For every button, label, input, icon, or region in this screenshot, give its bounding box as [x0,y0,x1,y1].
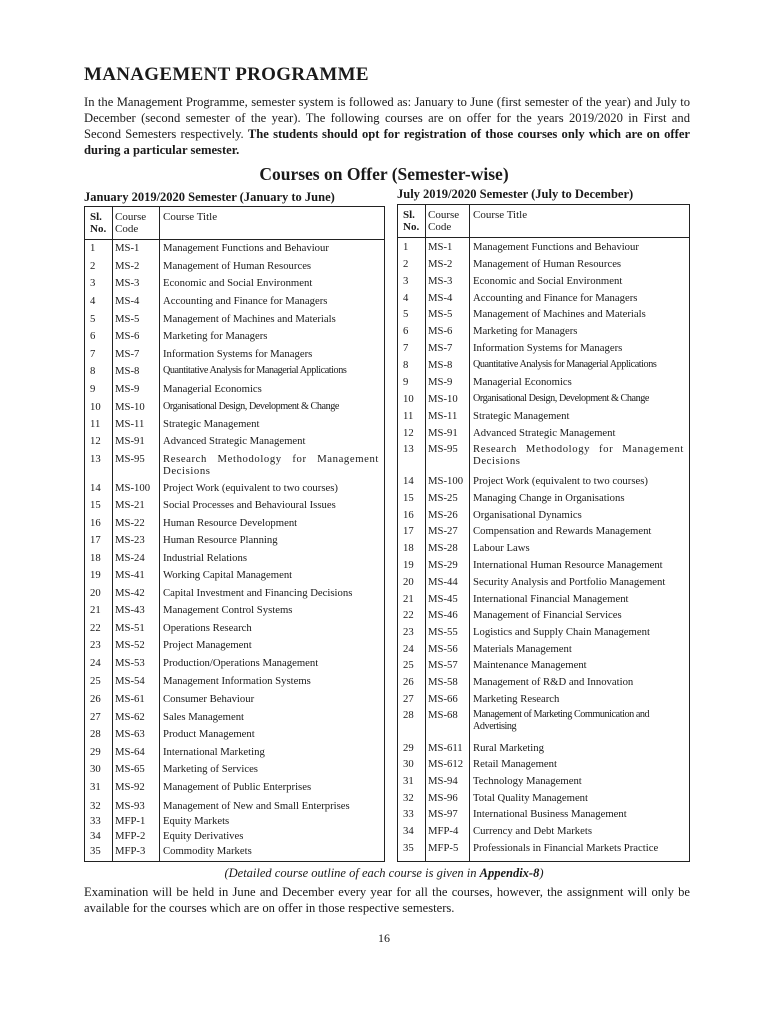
row-sl-no: 13 [90,453,101,465]
row-course-title: Working Capital Management [163,569,293,581]
row-sl-no: 28 [403,709,414,721]
row-course-code: MS-66 [428,693,458,705]
row-course-code: MS-95 [428,443,458,455]
appendix-reference: Appendix-8 [479,866,540,880]
row-sl-no: 2 [90,260,96,272]
header-sl-no: Sl. No. [90,211,107,235]
row-sl-no: 21 [403,593,414,605]
row-course-title: Organisational Design, Development & Change [473,393,649,404]
row-sl-no: 21 [90,604,101,616]
row-sl-no: 1 [403,241,409,253]
column-divider [469,205,470,861]
row-sl-no: 33 [90,815,101,827]
row-course-title: Human Resource Planning [163,534,278,546]
row-course-code: MS-26 [428,509,458,521]
row-course-code: MS-93 [115,800,145,812]
row-course-code: MS-91 [115,435,145,447]
header-divider [85,239,384,240]
row-course-title: Industrial Relations [163,552,248,564]
row-course-code: MS-61 [115,693,145,705]
row-course-title: Professionals in Financial Markets Practice [473,842,659,854]
row-sl-no: 25 [403,659,414,671]
row-course-code: MS-57 [428,659,458,671]
row-sl-no: 32 [90,800,101,812]
row-course-code: MS-2 [115,260,140,272]
row-course-code: MS-68 [428,709,458,721]
row-course-title: Currency and Debt Markets [473,825,593,837]
row-sl-no: 29 [403,742,414,754]
row-sl-no: 22 [403,609,414,621]
row-course-title: Sales Management [163,711,245,723]
row-sl-no: 5 [90,313,96,325]
row-course-code: MS-53 [115,657,145,669]
row-course-title: Equity Derivatives [163,830,244,842]
row-sl-no: 22 [90,622,101,634]
header-sl-no: Sl. No. [403,209,420,233]
row-course-title: Technology Management [473,775,582,787]
row-course-title: Management of Financial Services [473,609,622,621]
row-course-code: MS-2 [428,258,453,270]
row-sl-no: 29 [90,746,101,758]
row-course-title: Total Quality Management [473,792,588,804]
row-sl-no: 4 [90,295,96,307]
row-course-code: MS-54 [115,675,145,687]
row-sl-no: 25 [90,675,101,687]
row-sl-no: 4 [403,292,409,304]
row-course-title: Research Methodology for Management Decisions [473,443,684,467]
row-course-code: MS-3 [115,277,140,289]
row-course-code: MS-43 [115,604,145,616]
row-course-title: Operations Research [163,622,252,634]
row-sl-no: 2 [403,258,409,270]
row-course-code: MS-11 [115,418,145,430]
row-course-title: Social Processes and Behavioural Issues [163,499,336,511]
row-sl-no: 16 [403,509,414,521]
row-course-title: International Business Management [473,808,627,820]
appendix-note-prefix: (Detailed course outline of each course is given in [224,866,480,880]
row-sl-no: 11 [403,410,414,422]
row-course-code: MS-25 [428,492,458,504]
january-semester-title: January 2019/2020 Semester (January to June) [84,190,335,204]
row-course-code: MS-29 [428,559,458,571]
intro-bold-text: The students should opt for registration of those courses only which are on offer during a particular semester. [84,127,690,157]
row-course-code: MS-6 [428,325,453,337]
row-course-code: MS-51 [115,622,145,634]
row-course-title: Security Analysis and Portfolio Management [473,576,666,588]
row-sl-no: 16 [90,517,101,529]
row-sl-no: 23 [403,626,414,638]
row-course-code: MS-45 [428,593,458,605]
row-course-title: Management of New and Small Enterprises [163,800,350,812]
row-course-title: Capital Investment and Financing Decisions [163,587,353,599]
row-course-code: MFP-2 [115,830,146,842]
january-course-table [84,206,385,862]
row-course-title: Management of Marketing Communication and Advertising [473,709,650,732]
row-course-code: MS-42 [115,587,145,599]
column-divider [112,207,113,861]
row-course-code: MFP-1 [115,815,146,827]
row-course-title: Managerial Economics [473,376,572,388]
page-heading: MANAGEMENT PROGRAMME [84,64,369,85]
row-course-title: Management of Human Resources [473,258,622,270]
row-course-code: MS-10 [115,401,145,413]
july-semester-title: July 2019/2020 Semester (July to December) [397,187,634,201]
row-sl-no: 8 [90,365,96,377]
row-course-code: MS-7 [428,342,453,354]
row-sl-no: 24 [403,643,414,655]
header-course-title: Course Title [163,211,218,223]
examination-note: Examination will be held in June and December every year for all the courses, however, the assignment will only be available for the courses which are on offer in those respective semesters. [84,885,690,915]
row-course-title: Logistics and Supply Chain Management [473,626,650,638]
row-course-title: Management of Public Enterprises [163,781,312,793]
row-sl-no: 20 [403,576,414,588]
row-course-code: MS-100 [428,475,464,487]
appendix-note [0,866,768,881]
row-course-title: Retail Management [473,758,557,770]
row-course-title: Human Resource Development [163,517,298,529]
row-course-code: MS-611 [428,742,463,754]
row-course-title: Advanced Strategic Management [473,427,616,439]
row-sl-no: 12 [90,435,101,447]
row-sl-no: 3 [90,277,96,289]
row-sl-no: 15 [90,499,101,511]
row-sl-no: 8 [403,359,409,371]
row-sl-no: 1 [90,242,96,254]
row-course-code: MS-28 [428,542,458,554]
courses-subheading: Courses on Offer (Semester-wise) [259,164,509,184]
row-course-title: Marketing Research [473,693,560,705]
row-sl-no: 10 [90,401,101,413]
row-course-code: MS-9 [115,383,140,395]
row-sl-no: 32 [403,792,414,804]
row-course-title: Compensation and Rewards Management [473,525,652,537]
row-sl-no: 6 [90,330,96,342]
row-course-code: MS-97 [428,808,458,820]
row-course-code: MS-27 [428,525,458,537]
row-sl-no: 12 [403,427,414,439]
row-sl-no: 26 [90,693,101,705]
row-course-code: MS-1 [115,242,140,254]
row-course-title: Consumer Behaviour [163,693,255,705]
row-course-title: Production/Operations Management [163,657,319,669]
row-course-code: MFP-4 [428,825,459,837]
row-course-code: MS-10 [428,393,458,405]
row-sl-no: 14 [90,482,101,494]
row-course-title: Project Work (equivalent to two courses) [473,475,648,487]
header-course-code: Course Code [115,211,147,235]
row-course-code: MS-41 [115,569,145,581]
row-course-code: MS-95 [115,453,145,465]
row-course-code: MS-9 [428,376,453,388]
row-course-code: MS-94 [428,775,458,787]
row-course-title: Marketing for Managers [163,330,268,342]
row-sl-no: 7 [90,348,96,360]
row-course-title: Strategic Management [163,418,260,430]
row-sl-no: 5 [403,308,409,320]
row-course-title: Project Management [163,639,252,651]
row-course-title: Marketing for Managers [473,325,578,337]
row-sl-no: 9 [90,383,96,395]
row-sl-no: 28 [90,728,101,740]
row-course-code: MS-46 [428,609,458,621]
row-course-title: Accounting and Finance for Managers [163,295,328,307]
row-course-code: MS-3 [428,275,453,287]
row-sl-no: 35 [90,845,101,857]
row-course-title: Rural Marketing [473,742,544,754]
row-course-code: MS-44 [428,576,458,588]
row-course-title: Marketing of Services [163,763,258,775]
row-course-title: Product Management [163,728,255,740]
row-course-code: MS-8 [428,359,453,371]
appendix-note-suffix: ) [539,866,544,880]
row-course-title: Equity Markets [163,815,230,827]
row-course-code: MS-5 [428,308,453,320]
row-course-code: MS-64 [115,746,145,758]
row-sl-no: 27 [403,693,414,705]
row-course-title: Information Systems for Managers [473,342,623,354]
row-course-title: Quantitative Analysis for Managerial Applications [473,359,657,370]
row-course-title: Accounting and Finance for Managers [473,292,638,304]
row-sl-no: 30 [90,763,101,775]
row-course-code: MS-4 [428,292,453,304]
row-course-code: MS-21 [115,499,145,511]
row-course-code: MS-5 [115,313,140,325]
row-course-code: MS-55 [428,626,458,638]
july-course-table [397,204,690,862]
header-course-code: Course Code [428,209,460,233]
row-course-code: MS-62 [115,711,145,723]
row-course-title: Materials Management [473,643,572,655]
row-sl-no: 35 [403,842,414,854]
row-course-title: Management of Machines and Materials [163,313,336,325]
intro-paragraph [84,94,690,158]
row-course-code: MS-23 [115,534,145,546]
row-course-code: MS-52 [115,639,145,651]
row-course-code: MS-63 [115,728,145,740]
row-sl-no: 34 [403,825,414,837]
row-course-code: MS-65 [115,763,145,775]
row-sl-no: 17 [90,534,101,546]
row-course-code: MS-8 [115,365,140,377]
row-course-title: Organisational Dynamics [473,509,582,521]
row-course-title: Project Work (equivalent to two courses) [163,482,338,494]
row-course-code: MS-56 [428,643,458,655]
row-course-title: Strategic Management [473,410,570,422]
row-course-title: Managing Change in Organisations [473,492,625,504]
row-course-title: Economic and Social Environment [473,275,623,287]
row-course-code: MS-612 [428,758,464,770]
header-divider [398,237,689,238]
row-course-title: Commodity Markets [163,845,252,857]
row-sl-no: 19 [90,569,101,581]
row-sl-no: 10 [403,393,414,405]
row-course-title: Labour Laws [473,542,530,554]
page-number: 16 [378,931,390,945]
row-sl-no: 7 [403,342,409,354]
row-course-code: MS-1 [428,241,453,253]
row-course-title: Management Control Systems [163,604,293,616]
row-course-title: Management Information Systems [163,675,311,687]
row-course-title: Management of Machines and Materials [473,308,646,320]
row-sl-no: 24 [90,657,101,669]
row-sl-no: 19 [403,559,414,571]
row-course-title: International Marketing [163,746,265,758]
row-course-title: Economic and Social Environment [163,277,313,289]
row-course-title: International Human Resource Management [473,559,663,571]
row-course-code: MS-22 [115,517,145,529]
row-course-title: Managerial Economics [163,383,262,395]
row-sl-no: 15 [403,492,414,504]
row-course-title: Quantitative Analysis for Managerial Applications [163,365,347,376]
row-course-title: Management of Human Resources [163,260,312,272]
row-course-code: MFP-3 [115,845,146,857]
row-sl-no: 14 [403,475,414,487]
row-course-code: MS-4 [115,295,140,307]
row-course-code: MS-96 [428,792,458,804]
row-course-title: Information Systems for Managers [163,348,313,360]
column-divider [425,205,426,861]
row-sl-no: 34 [90,830,101,842]
row-course-title: Management of R&D and Innovation [473,676,634,688]
row-sl-no: 31 [90,781,101,793]
row-sl-no: 9 [403,376,409,388]
intro-text: In the Management Programme, semester system is followed as: January to June (first semester of the year) and July to December (second semester of the year). The following courses are on offer for the years 2019/2020 in First and Second Semesters respectively. [84,95,690,141]
row-sl-no: 20 [90,587,101,599]
row-sl-no: 26 [403,676,414,688]
row-sl-no: 13 [403,443,414,455]
row-course-title: Maintenance Management [473,659,587,671]
row-sl-no: 11 [90,418,101,430]
row-course-code: MS-100 [115,482,151,494]
row-sl-no: 31 [403,775,414,787]
row-course-title: International Financial Management [473,593,629,605]
row-sl-no: 18 [90,552,101,564]
row-course-title: Management Functions and Behaviour [473,241,639,253]
row-sl-no: 3 [403,275,409,287]
row-sl-no: 33 [403,808,414,820]
column-divider [159,207,160,861]
row-sl-no: 18 [403,542,414,554]
row-course-code: MS-58 [428,676,458,688]
row-course-code: MS-24 [115,552,145,564]
row-course-code: MS-91 [428,427,458,439]
row-course-title: Advanced Strategic Management [163,435,306,447]
row-sl-no: 27 [90,711,101,723]
row-sl-no: 17 [403,525,414,537]
row-sl-no: 23 [90,639,101,651]
row-course-title: Organisational Design, Development & Change [163,401,339,412]
row-course-code: MS-7 [115,348,140,360]
row-course-code: MFP-5 [428,842,459,854]
header-course-title: Course Title [473,209,528,221]
row-course-code: MS-92 [115,781,145,793]
row-sl-no: 6 [403,325,409,337]
row-course-code: MS-6 [115,330,140,342]
row-course-title: Management Functions and Behaviour [163,242,329,254]
row-sl-no: 30 [403,758,414,770]
row-course-code: MS-11 [428,410,458,422]
row-course-title: Research Methodology for Management Decisions [163,453,379,477]
